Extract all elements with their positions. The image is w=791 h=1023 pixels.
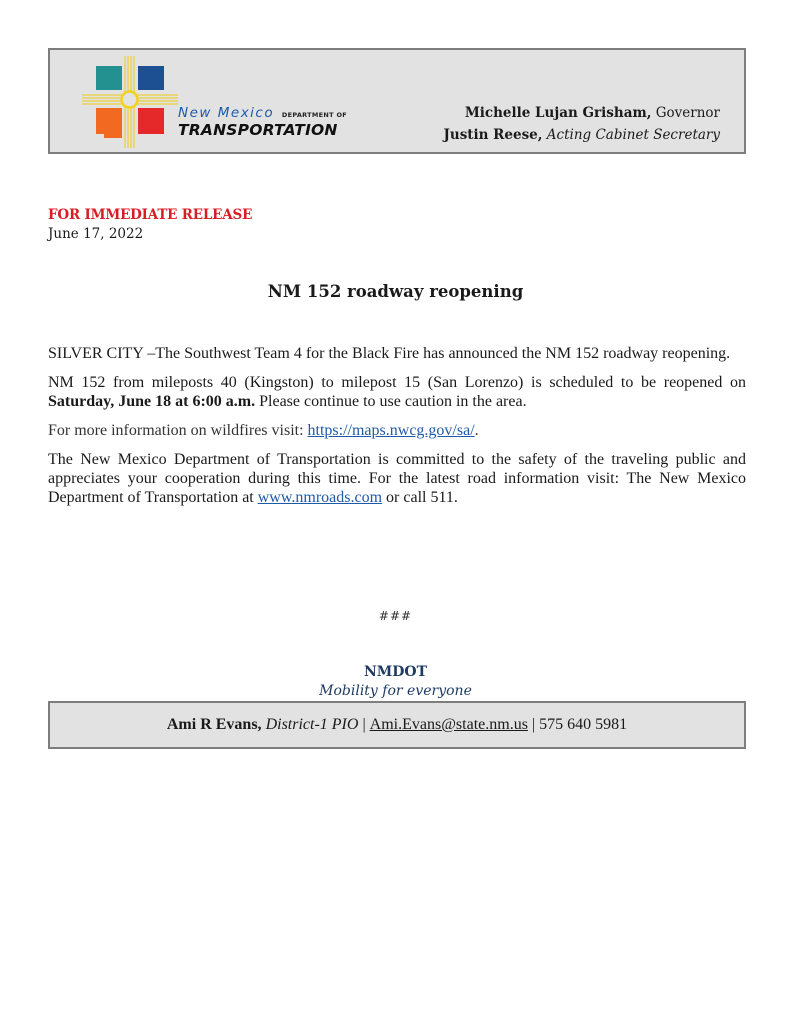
official-secretary [444,124,721,146]
official-role: Governor [655,105,720,121]
wildfire-map-link[interactable]: https://maps.nwcg.gov/sa/ [307,422,475,439]
contact-separator: | [362,716,366,733]
logo-department-of: DEPARTMENT OF [281,111,348,119]
officials-block [444,102,721,146]
paragraph-intro: SILVER CITY –The Southwest Team 4 for the Black Fire has announced the NM 152 roadway reopening. [48,345,731,362]
wildfire-info-text: For more information on wildfires visit: [48,422,308,439]
official-governor [444,102,721,124]
logo-transportation: TRANSPORTATION [178,121,338,139]
release-label: FOR IMMEDIATE RELEASE [48,207,253,223]
contact-name: Ami R Evans, [166,716,262,733]
official-name: Justin Reese, [443,127,543,143]
official-role: Acting Cabinet Secretary [546,127,720,143]
paragraph-schedule [48,373,746,411]
nmdot-wordmark [178,106,347,138]
schedule-text: NM 152 from mileposts 40 (Kingston) to milepost 15 (San Lorenzo) is scheduled to be reopened on [48,374,746,391]
schedule-datetime: Saturday, June 18 at 6:00 a.m. [48,393,256,410]
press-release-title: NM 152 roadway reopening [267,282,524,301]
nmroads-link[interactable]: www.nmroads.com [257,489,383,506]
closing-text: The New Mexico Department of Transportation is committed to the safety of the traveling public and appreciates your cooperation during this time. For the latest road information visit: The New Mexico Department of Transportation at [48,451,746,506]
contact-title: District-1 PIO [265,716,359,733]
contact-phone: 575 640 5981 [539,716,628,733]
letterhead [48,48,746,154]
signoff-org: NMDOT [363,664,428,680]
wildfire-info-end: . [474,422,479,439]
press-release-body [48,344,746,517]
contact-box [48,701,746,749]
official-name: Michelle Lujan Grisham, [464,105,652,121]
contact-separator: | [531,716,536,733]
schedule-caution: Please continue to use caution in the area. [255,393,527,410]
paragraph-wildfire-info [48,421,746,440]
release-date: June 17, 2022 [48,226,144,242]
signoff-slogan: Mobility for everyone [319,683,472,699]
logo-new-mexico: New Mexico [178,105,275,121]
paragraph-closing [48,450,746,507]
contact-email-link[interactable]: Ami.Evans@state.nm.us [369,716,528,733]
nmdot-zia-logo-icon [82,56,178,148]
end-mark: ### [378,609,413,623]
closing-end: or call 511. [382,489,458,506]
